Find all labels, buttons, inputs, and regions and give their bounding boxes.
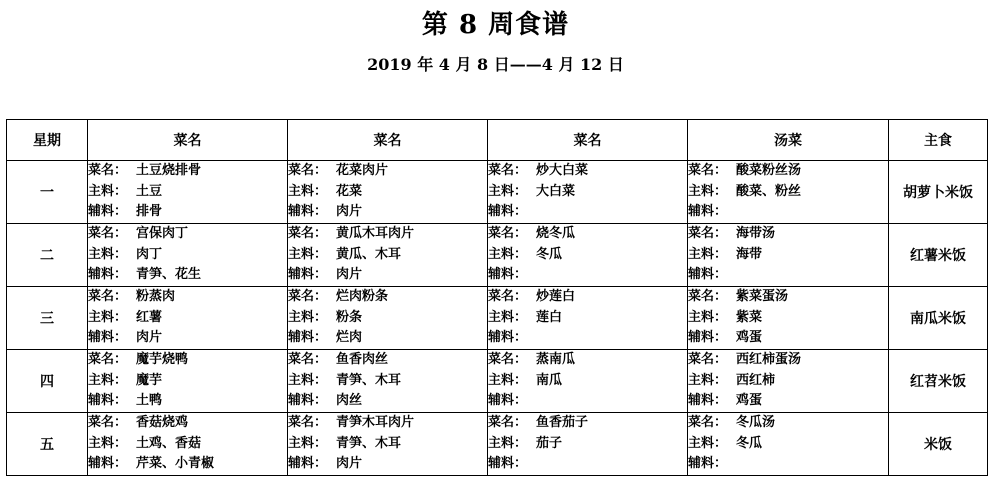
dish-1-cell	[88, 224, 288, 287]
aux-ingredient-value: 芹菜、小青椒	[136, 456, 215, 472]
aux-ingredient-label: 辅料：	[488, 393, 528, 409]
dish-name-value: 魔芋烧鸭	[136, 352, 189, 368]
main-ingredient-label: 主料：	[88, 246, 128, 262]
main-ingredient-line	[288, 371, 487, 392]
main-ingredient-label: 主料：	[88, 309, 128, 325]
main-ingredient-line	[488, 434, 687, 455]
dish-name-line	[288, 224, 487, 245]
dish-name-label: 菜名：	[688, 226, 728, 242]
dish-1-cell	[88, 287, 288, 350]
soup-cell	[688, 413, 889, 476]
header-dish-1: 菜名	[88, 120, 288, 161]
dish-3-cell	[488, 287, 688, 350]
aux-ingredient-value: 鸡蛋	[736, 393, 763, 409]
main-ingredient-value: 青笋、木耳	[336, 435, 402, 451]
dish-1-cell	[88, 350, 288, 413]
main-ingredient-value: 莲白	[536, 309, 563, 325]
dish-name-line	[288, 413, 487, 434]
header-dish-2: 菜名	[288, 120, 488, 161]
main-ingredient-line	[688, 434, 888, 455]
aux-ingredient-line	[688, 454, 888, 475]
dish-3-cell	[488, 350, 688, 413]
aux-ingredient-line	[88, 454, 287, 475]
main-ingredient-label: 主料：	[488, 309, 528, 325]
dish-name-value: 香菇烧鸡	[136, 415, 189, 431]
dish-name-label: 菜名：	[488, 289, 528, 305]
main-ingredient-label: 主料：	[288, 246, 328, 262]
dish-2-cell	[288, 224, 488, 287]
main-ingredient-line	[688, 371, 888, 392]
dish-name-line	[488, 413, 687, 434]
aux-ingredient-label: 辅料：	[88, 393, 128, 409]
dish-name-line	[688, 161, 888, 182]
aux-ingredient-label: 辅料：	[88, 204, 128, 220]
aux-ingredient-label: 辅料：	[688, 330, 728, 346]
main-ingredient-label: 主料：	[288, 372, 328, 388]
dish-name-label: 菜名：	[288, 226, 328, 242]
main-ingredient-label: 主料：	[688, 246, 728, 262]
main-ingredient-value: 红薯	[136, 309, 163, 325]
main-ingredient-value: 魔芋	[136, 372, 163, 388]
staple-cell: 南瓜米饭	[889, 287, 988, 350]
aux-ingredient-label: 辅料：	[488, 456, 528, 472]
main-ingredient-line	[688, 182, 888, 203]
main-ingredient-label: 主料：	[488, 372, 528, 388]
aux-ingredient-label: 辅料：	[488, 330, 528, 346]
weekday-cell: 四	[7, 350, 88, 413]
dish-name-line	[688, 224, 888, 245]
main-ingredient-line	[488, 182, 687, 203]
main-ingredient-label: 主料：	[688, 309, 728, 325]
weekday-cell: 一	[7, 161, 88, 224]
dish-name-value: 宫保肉丁	[136, 226, 189, 242]
header-dish-3: 菜名	[488, 120, 688, 161]
soup-cell	[688, 350, 889, 413]
table-row	[7, 224, 988, 287]
main-ingredient-line	[88, 371, 287, 392]
dish-name-value: 粉蒸肉	[136, 289, 176, 305]
dish-name-value: 烂肉粉条	[336, 289, 389, 305]
main-ingredient-value: 黄瓜、木耳	[336, 246, 402, 262]
main-ingredient-value: 青笋、木耳	[336, 372, 402, 388]
main-ingredient-line	[88, 182, 287, 203]
dish-name-value: 青笋木耳肉片	[336, 415, 415, 431]
page-title: 第 8 周食谱	[421, 10, 570, 40]
dish-name-value: 黄瓜木耳肉片	[336, 226, 415, 242]
table-row	[7, 413, 988, 476]
aux-ingredient-line	[488, 202, 687, 223]
dish-name-line	[88, 287, 287, 308]
aux-ingredient-line	[88, 265, 287, 286]
staple-cell: 红苕米饭	[889, 350, 988, 413]
dish-name-value: 花菜肉片	[336, 163, 389, 179]
aux-ingredient-line	[488, 391, 687, 412]
aux-ingredient-label: 辅料：	[688, 393, 728, 409]
dish-name-line	[88, 350, 287, 371]
main-ingredient-line	[88, 434, 287, 455]
main-ingredient-value: 粉条	[336, 309, 363, 325]
main-ingredient-line	[288, 434, 487, 455]
dish-name-line	[88, 161, 287, 182]
aux-ingredient-line	[288, 454, 487, 475]
aux-ingredient-line	[288, 202, 487, 223]
aux-ingredient-value: 肉片	[336, 204, 363, 220]
aux-ingredient-value: 肉片	[336, 456, 363, 472]
main-ingredient-line	[88, 245, 287, 266]
main-ingredient-line	[688, 245, 888, 266]
staple-cell: 米饭	[889, 413, 988, 476]
aux-ingredient-label: 辅料：	[688, 456, 728, 472]
aux-ingredient-label: 辅料：	[288, 393, 328, 409]
aux-ingredient-value: 肉片	[136, 330, 163, 346]
aux-ingredient-value: 排骨	[136, 204, 163, 220]
main-ingredient-label: 主料：	[688, 435, 728, 451]
dish-name-label: 菜名：	[688, 415, 728, 431]
main-ingredient-value: 肉丁	[136, 246, 163, 262]
aux-ingredient-line	[288, 391, 487, 412]
dish-1-cell	[88, 161, 288, 224]
dish-name-label: 菜名：	[488, 415, 528, 431]
dish-name-value: 鱼香肉丝	[336, 352, 389, 368]
dish-name-line	[688, 413, 888, 434]
dish-2-cell	[288, 287, 488, 350]
dish-3-cell	[488, 161, 688, 224]
dish-name-value: 土豆烧排骨	[136, 163, 202, 179]
aux-ingredient-label: 辅料：	[688, 267, 728, 283]
main-ingredient-label: 主料：	[88, 435, 128, 451]
weekday-cell: 三	[7, 287, 88, 350]
staple-cell: 胡萝卜米饭	[889, 161, 988, 224]
main-ingredient-label: 主料：	[688, 372, 728, 388]
table-row	[7, 287, 988, 350]
main-ingredient-value: 茄子	[536, 435, 563, 451]
header-row	[7, 120, 988, 161]
dish-name-line	[488, 161, 687, 182]
header-soup: 汤菜	[688, 120, 889, 161]
weekday-cell: 二	[7, 224, 88, 287]
aux-ingredient-line	[488, 454, 687, 475]
main-ingredient-line	[488, 245, 687, 266]
main-ingredient-value: 紫菜	[736, 309, 763, 325]
aux-ingredient-line	[688, 265, 888, 286]
dish-name-value: 鱼香茄子	[536, 415, 589, 431]
main-ingredient-line	[488, 308, 687, 329]
staple-cell: 红薯米饭	[889, 224, 988, 287]
aux-ingredient-value: 鸡蛋	[736, 330, 763, 346]
dish-name-value: 西红柿蛋汤	[736, 352, 802, 368]
dish-name-value: 海带汤	[736, 226, 776, 242]
dish-1-cell	[88, 413, 288, 476]
main-ingredient-line	[288, 182, 487, 203]
dish-name-line	[488, 224, 687, 245]
aux-ingredient-line	[488, 328, 687, 349]
main-ingredient-value: 大白菜	[536, 183, 576, 199]
dish-name-value: 酸菜粉丝汤	[736, 163, 802, 179]
main-ingredient-label: 主料：	[488, 246, 528, 262]
main-ingredient-line	[688, 308, 888, 329]
dish-name-label: 菜名：	[88, 226, 128, 242]
main-ingredient-label: 主料：	[88, 372, 128, 388]
aux-ingredient-label: 辅料：	[688, 204, 728, 220]
main-ingredient-label: 主料：	[288, 435, 328, 451]
dish-name-value: 炒大白菜	[536, 163, 589, 179]
dish-name-line	[288, 350, 487, 371]
aux-ingredient-line	[688, 328, 888, 349]
aux-ingredient-value: 烂肉	[336, 330, 363, 346]
dish-name-value: 蒸南瓜	[536, 352, 576, 368]
main-ingredient-label: 主料：	[688, 183, 728, 199]
dish-name-label: 菜名：	[688, 352, 728, 368]
dish-name-label: 菜名：	[488, 163, 528, 179]
aux-ingredient-value: 肉片	[336, 267, 363, 283]
dish-name-line	[288, 287, 487, 308]
dish-name-label: 菜名：	[688, 163, 728, 179]
main-ingredient-label: 主料：	[488, 435, 528, 451]
main-ingredient-label: 主料：	[288, 183, 328, 199]
dish-name-value: 紫菜蛋汤	[736, 289, 789, 305]
main-ingredient-label: 主料：	[288, 309, 328, 325]
soup-cell	[688, 287, 889, 350]
dish-name-label: 菜名：	[488, 226, 528, 242]
aux-ingredient-line	[288, 328, 487, 349]
dish-3-cell	[488, 224, 688, 287]
dish-name-value: 冬瓜汤	[736, 415, 776, 431]
aux-ingredient-label: 辅料：	[88, 267, 128, 283]
main-ingredient-value: 土鸡、香菇	[136, 435, 202, 451]
aux-ingredient-line	[488, 265, 687, 286]
dish-2-cell	[288, 350, 488, 413]
dish-name-label: 菜名：	[88, 415, 128, 431]
main-ingredient-value: 花菜	[336, 183, 363, 199]
aux-ingredient-label: 辅料：	[488, 204, 528, 220]
main-ingredient-value: 土豆	[136, 183, 163, 199]
dish-name-line	[88, 224, 287, 245]
dish-name-value: 烧冬瓜	[536, 226, 576, 242]
menu-table	[6, 119, 988, 476]
main-ingredient-line	[88, 308, 287, 329]
aux-ingredient-label: 辅料：	[288, 267, 328, 283]
dish-3-cell	[488, 413, 688, 476]
dish-name-label: 菜名：	[88, 289, 128, 305]
header-weekday: 星期	[7, 120, 88, 161]
dish-name-label: 菜名：	[288, 415, 328, 431]
aux-ingredient-value: 土鸭	[136, 393, 163, 409]
main-ingredient-value: 南瓜	[536, 372, 563, 388]
main-ingredient-value: 冬瓜	[736, 435, 763, 451]
aux-ingredient-line	[88, 391, 287, 412]
soup-cell	[688, 161, 889, 224]
aux-ingredient-line	[688, 202, 888, 223]
dish-name-label: 菜名：	[288, 289, 328, 305]
dish-name-label: 菜名：	[88, 163, 128, 179]
table-row	[7, 350, 988, 413]
main-ingredient-line	[488, 371, 687, 392]
dish-name-line	[88, 413, 287, 434]
main-ingredient-line	[288, 308, 487, 329]
dish-name-label: 菜名：	[288, 163, 328, 179]
aux-ingredient-line	[88, 328, 287, 349]
date-range: 2019 年 4 月 8 日——4 月 12 日	[367, 55, 624, 74]
main-ingredient-label: 主料：	[88, 183, 128, 199]
aux-ingredient-label: 辅料：	[288, 204, 328, 220]
dish-name-label: 菜名：	[88, 352, 128, 368]
aux-ingredient-label: 辅料：	[488, 267, 528, 283]
dish-name-line	[688, 350, 888, 371]
dish-name-line	[488, 287, 687, 308]
aux-ingredient-label: 辅料：	[288, 330, 328, 346]
dish-name-line	[288, 161, 487, 182]
weekday-cell: 五	[7, 413, 88, 476]
aux-ingredient-label: 辅料：	[88, 456, 128, 472]
main-ingredient-value: 酸菜、粉丝	[736, 183, 802, 199]
aux-ingredient-line	[88, 202, 287, 223]
aux-ingredient-line	[288, 265, 487, 286]
main-ingredient-value: 海带	[736, 246, 763, 262]
dish-2-cell	[288, 413, 488, 476]
dish-name-line	[688, 287, 888, 308]
main-ingredient-label: 主料：	[488, 183, 528, 199]
dish-name-label: 菜名：	[488, 352, 528, 368]
aux-ingredient-label: 辅料：	[288, 456, 328, 472]
aux-ingredient-value: 肉丝	[336, 393, 363, 409]
dish-2-cell	[288, 161, 488, 224]
table-row	[7, 161, 988, 224]
main-ingredient-line	[288, 245, 487, 266]
aux-ingredient-label: 辅料：	[88, 330, 128, 346]
dish-name-value: 炒莲白	[536, 289, 576, 305]
dish-name-label: 菜名：	[288, 352, 328, 368]
aux-ingredient-line	[688, 391, 888, 412]
main-ingredient-value: 冬瓜	[536, 246, 563, 262]
aux-ingredient-value: 青笋、花生	[136, 267, 202, 283]
dish-name-line	[488, 350, 687, 371]
main-ingredient-value: 西红柿	[736, 372, 776, 388]
dish-name-label: 菜名：	[688, 289, 728, 305]
soup-cell	[688, 224, 889, 287]
header-staple: 主食	[889, 120, 988, 161]
